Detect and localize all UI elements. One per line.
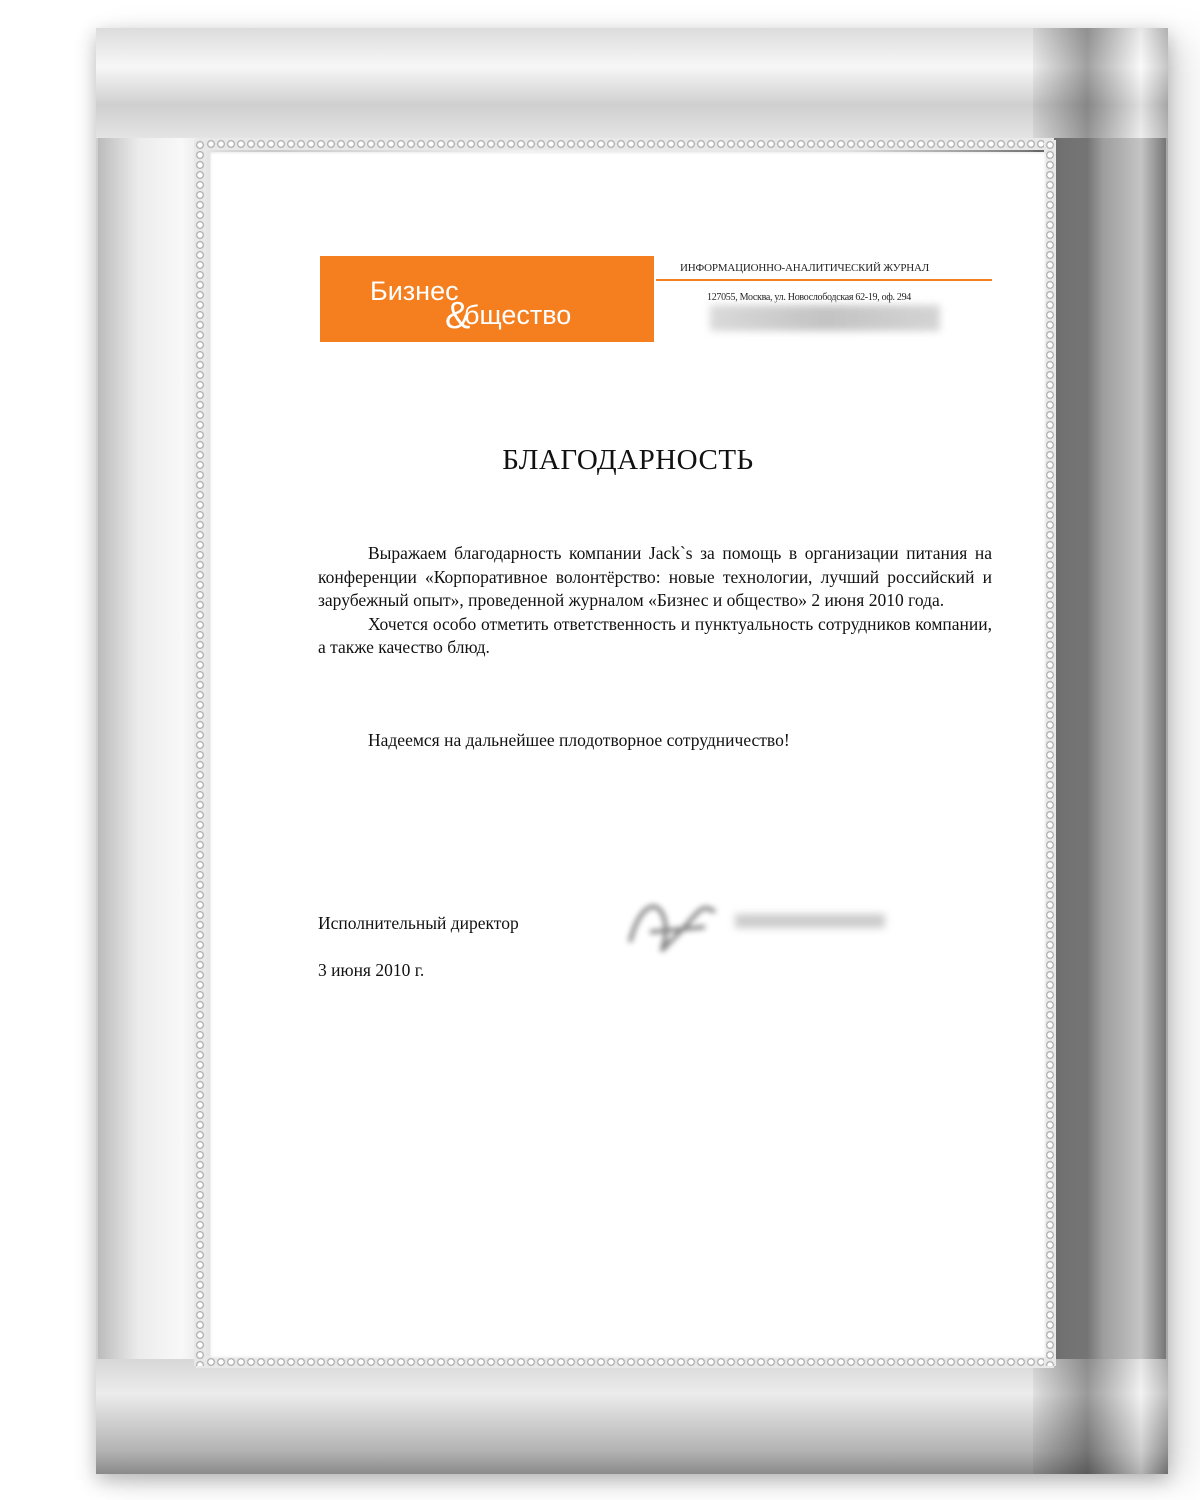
body-paragraph-1: Выражаем благодарность компании Jack`s за помощь в организации питания на конференции «Корпоративное волонтёрство: новые технологии, лучший российский и зарубежный опыт», проведенной журналом «Бизнес и общество» 2 июня 2010 года. [318,543,992,610]
bead-molding-left [194,140,206,1366]
letter-paper [210,152,1046,1358]
closing-line: Надеемся на дальнейшее плодотворное сотрудничество! [368,730,790,750]
frame-top-rail [96,28,1168,138]
signature-icon [620,882,730,972]
logo-word-society: бщество [464,300,572,330]
journal-logo [320,256,654,342]
logo-word-business: Бизнес [370,276,459,306]
logo-ampersand: & [445,295,471,337]
logo-graphic [320,256,654,342]
signer-position: Исполнительный директор [318,913,519,933]
document-title: БЛАГОДАРНОСТЬ [502,444,754,476]
redacted-contact-info [710,305,940,331]
journal-type: ИНФОРМАЦИОННО-АНАЛИТИЧЕСКИЙ ЖУРНАЛ [680,262,930,274]
bead-molding-top [196,138,1054,150]
header-divider [656,279,992,281]
frame-bottom-rail [96,1359,1168,1474]
journal-address: 127055, Москва, ул. Новослободская 62-19, оф. 294 [707,292,912,303]
body-paragraph-2: Хочется особо отметить ответственность и пунктуальность сотрудников компании, а также качество блюд. [318,613,992,657]
letter-body [318,542,992,660]
redacted-signer-name [735,914,885,928]
letter-date: 3 июня 2010 г. [318,960,425,980]
